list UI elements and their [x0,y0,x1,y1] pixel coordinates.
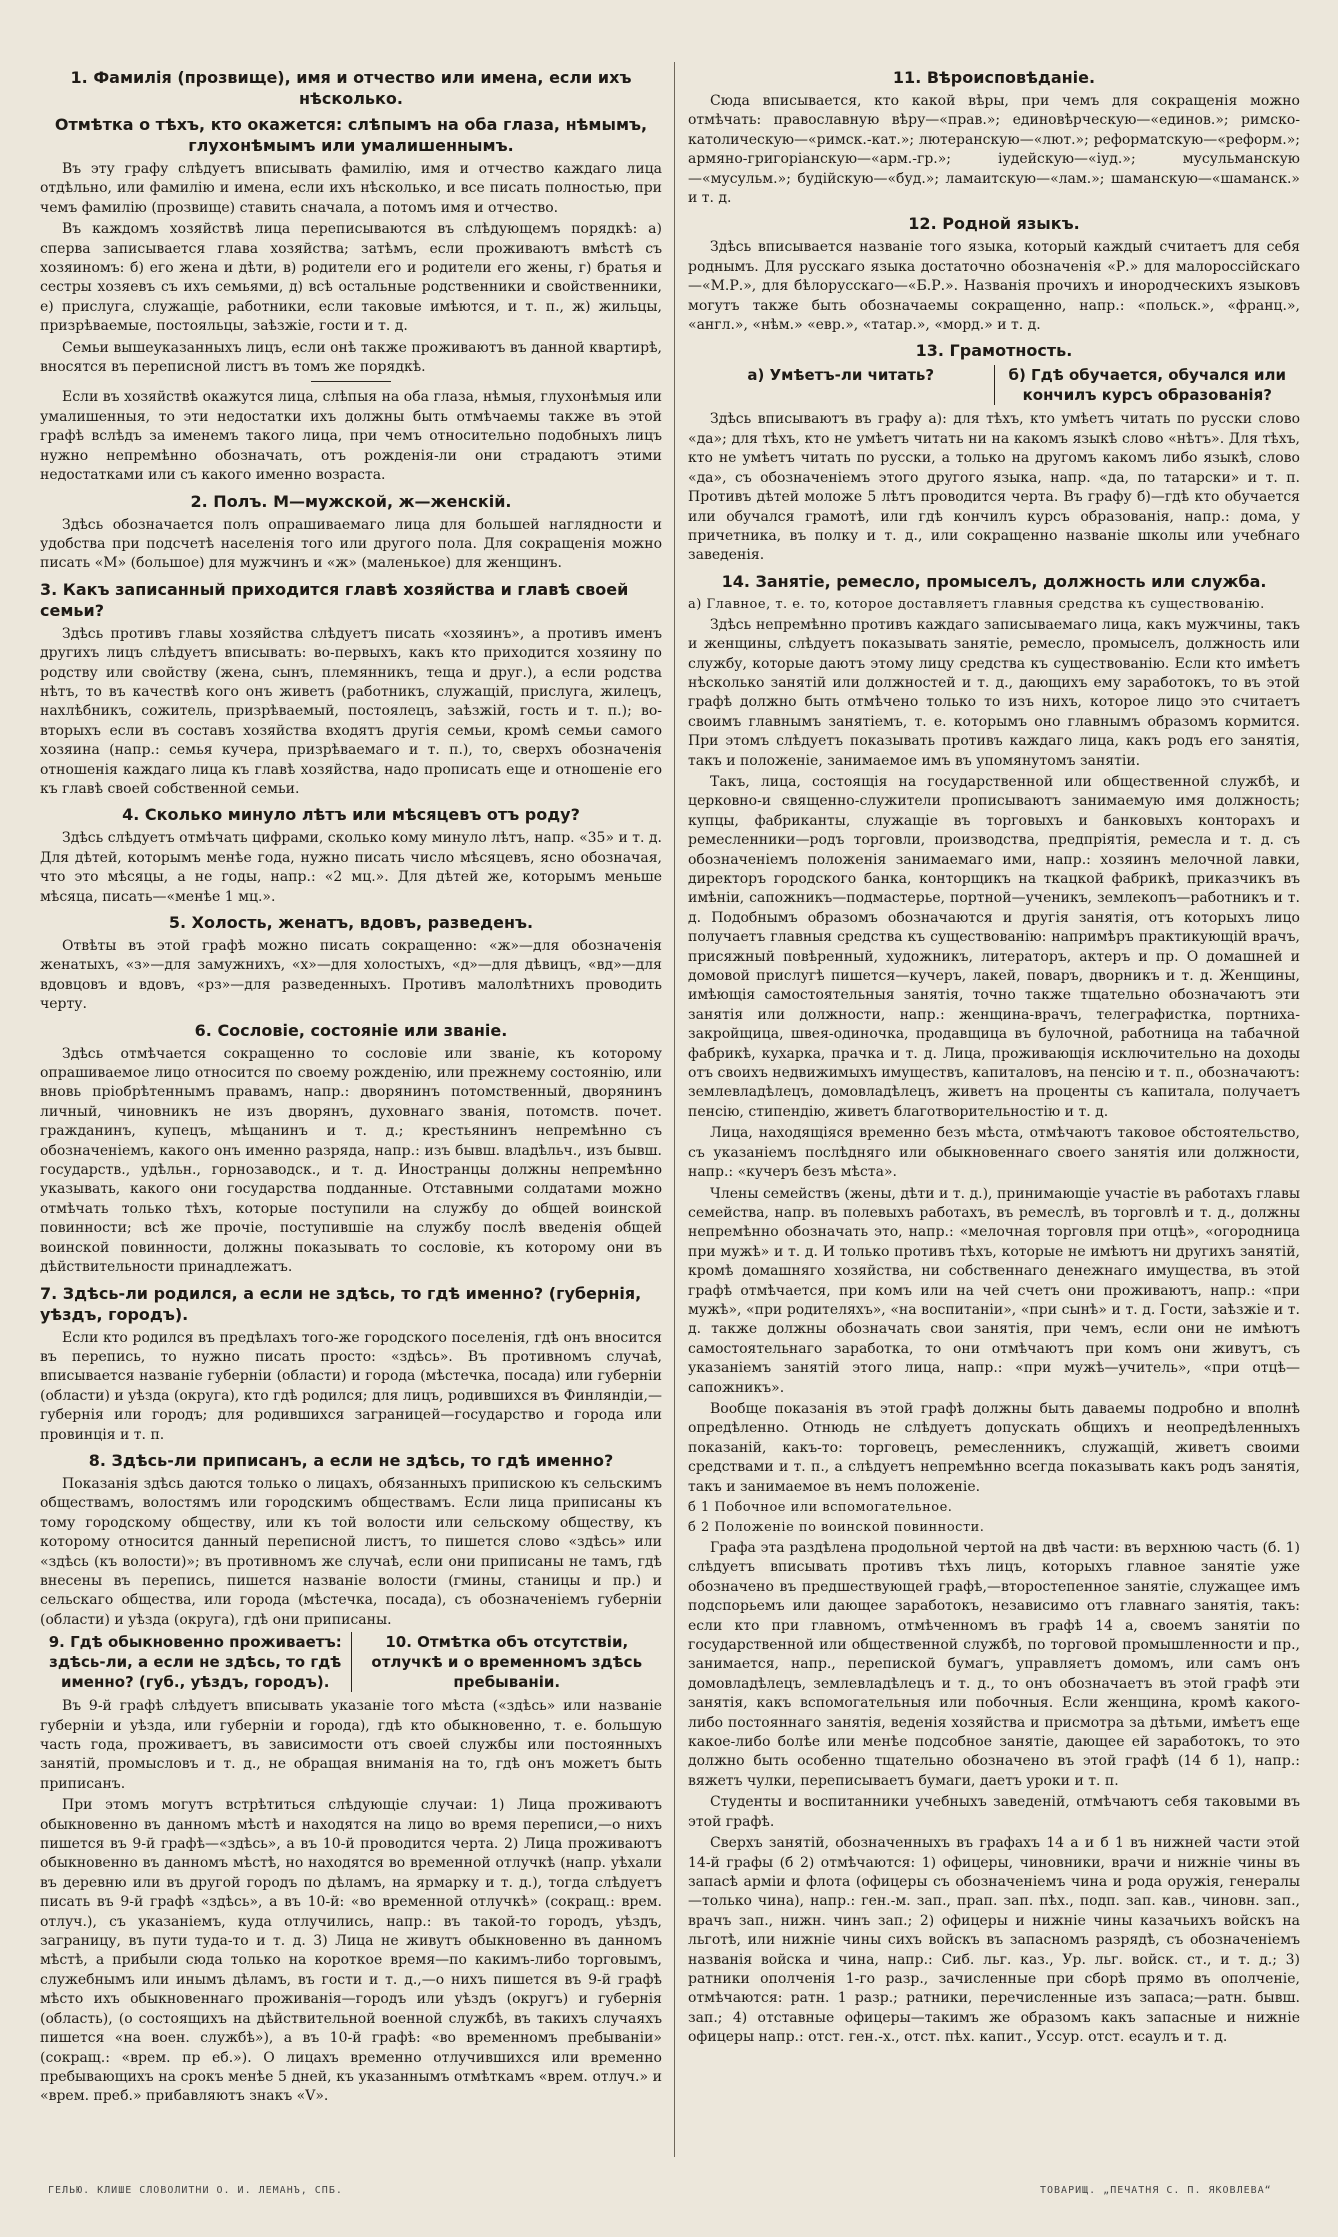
section-14-paragraph: Сверхъ занятій, обозначенныхъ въ графахъ 14 а и б 1 въ нижней части этой 14-й графы (б 2) отмѣчаются: 1) офицеры, чиновники, врачи и нижніе чины въ запасѣ арміи и флота (офицеры съ обозначеніемъ чина и рода оружія, генералы—только чина), напр.: ген.-м. зап., прап. зап. пѣх., подп. зап. кав., чиновн. зап., врачъ зап., нижн. чинъ зап.; 2) офицеры и нижніе чины казачьихъ войскъ на льготѣ, или нижніе чины сихъ войскъ въ запасномъ разрядѣ, съ обозначеніемъ названія войска и чина, напр.: Сиб. льг. каз., Ур. льг. войск. ст., и т. д.; 3) ратники ополченія 1-го разр., зачисленные при сборѣ прямо въ ополченіе, отмѣчаются: ратн. 1 разр.; ратники, перечисленные изъ запаса;—ратн. бывш. зап.; 4) отставные офицеры—такимъ же образомъ какъ запасные и нижніе офицеры напр.: отст. ген.-х., отст. пѣх. капит., Уссур. отст. есаулъ и т. д. [688,1835,1300,2046]
section-14-paragraph: Здѣсь непремѣнно противъ каждаго записываемаго лица, какъ мужчины, такъ и женщины, слѣдуетъ показывать занятіе, ремесло, промыселъ, должность или службу, которые даютъ этому лицу средства къ существованію. Если кто имѣетъ нѣсколько занятій или должностей и т. д., дающихъ ему заработокъ, то въ этой графѣ должно быть отмѣчено только то изъ нихъ, которое лицо это считаетъ своимъ главнымъ занятіемъ, т. е. которымъ оно главнымъ образомъ кормится. При этомъ слѣдуетъ показывать противъ каждаго лица, какъ родъ его занятія, такъ и положеніе, занимаемое имъ въ упомянутомъ занятіи. [688,616,1300,769]
section-6-title: 6. Сословіе, состояніе или званіе. [194,1020,508,1040]
section-12-paragraph: Здѣсь вписывается названіе того языка, который каждый считаетъ для себя роднымъ. Для русскаго языка достаточно обозначенія «Р.» для малороссійскаго—«М.Р.», для бѣлорусскаго—«Б.Р.». Названія прочихъ и инородческихъ языковъ могутъ также быть обозначаемы сокращенно, напр.: «польск.», «франц.», «англ.», «нѣм.» «евр.», «татар.», «морд.» и т. д. [688,239,1300,334]
section-2-paragraph: Здѣсь обозначается полъ опрашиваемаго лица для большей наглядности и удобства при подсчетѣ населенія того или другого пола. Для сокращенія можно писать «М» (большое) для мужчинъ и «ж» (маленькое) для женщинъ. [40,516,662,572]
section-14b2-subtitle: б 2 Положеніе по воинской повинности. [688,1520,985,1535]
column-divider [674,62,675,2157]
printer-imprint-left: ГЕЛЬЮ. КЛИШЕ СЛОВОЛИТНИ О. И. ЛЕМАНЪ, СПБ. [48,2185,343,2196]
section-4-title: 4. Сколько минуло лѣтъ или мѣсяцевъ отъ роду? [122,805,580,825]
section-5-title: 5. Холость, женатъ, вдовъ, разведенъ. [168,913,534,932]
section-13a-title: а) Умѣетъ-ли читать? [747,366,935,385]
section-9-paragraph: Въ 9-й графѣ слѣдуетъ вписывать указаніе того мѣста («здѣсь» или названіе губерніи и уѣзда, или губерніи и города), гдѣ кто обыкновенно, т. е. большую часть года, проживаетъ, въ зависимости отъ своей службы или постоянныхъ занятій, промысловъ и т. д., не обращая вниманія на то, гдѣ онъ можетъ быть приписанъ. [40,1698,662,1792]
section-6-paragraph: Здѣсь отмѣчается сокращенно то сословіе или званіе, къ которому опрашиваемое лицо относится по своему рожденію, или прежнему состоянію, или вновь пріобрѣтеннымъ правамъ, напр.: дворянинъ потомственный, дворянинъ личный, чиновникъ не изъ дворянъ, духовнаго званія, потомств. почет. гражданинъ, купецъ, мѣщанинъ и т. д.; крестьянинъ непремѣнно съ обозначеніемъ, какого онъ именно разряда, напр.: изъ бывш. владѣльч., изъ бывш. государств., удѣльн., горнозаводск., и т. д. Иностранцы должны непремѣнно указывать, какого они государства подданные. Отставными солдатами можно отмѣчать только тѣхъ, которые поступили на службу до общей воинской повинности; всѣ же прочіе, поступившіе на службу послѣ введенія общей воинской повинности, должны показывать то сословіе, къ которому они въ дѣйствительности принадлежатъ. [40,1045,662,1276]
section-1-paragraph: Семьи вышеуказанныхъ лицъ, если онѣ также проживаютъ въ данной квартирѣ, вносятся въ переписной листъ въ томъ же порядкѣ. [40,339,662,376]
section-14-paragraph: Члены семействъ (жены, дѣти и т. д.), принимающіе участіе въ работахъ главы семейства, напр. въ полевыхъ работахъ, въ ремеслѣ, въ торговлѣ и т. д., должны непремѣнно обозначать это, напр.: «мелочная торговля при отцѣ», «огородница при мужѣ» и т. д. И только противъ тѣхъ, которые не имѣютъ ни другихъ занятій, кромѣ домашняго хозяйства, ни собственнаго денежнаго имущества, въ этой графѣ отмѣчается, при комъ или на чей счетъ они проживаютъ, напр.: «при мужѣ», «при родителяхъ», «на воспитаніи», «при сынѣ» и т. д. Гости, заѣзжіе и т. д. также должны обозначать свои занятія, при чемъ, если они не имѣютъ самостоятельнаго заработка, то они отмѣчаютъ при комъ они живутъ, съ указаніемъ занятій этого лица, напр.: «при мужѣ—учитель», «при отцѣ—сапожникъ». [688,1185,1300,1396]
section-5-paragraph: Отвѣты въ этой графѣ можно писать сокращенно: «ж»—для обозначенія женатыхъ, «з»—для замужнихъ, «х»—для холостыхъ, «д»—для дѣвицъ, «вд»—для вдовцовъ и вдовъ, «рз»—для разведенныхъ. Противъ малолѣтнихъ проводить черту. [40,938,662,1013]
section-14-paragraph: Лица, находящіяся временно безъ мѣста, отмѣчаютъ таковое обстоятельство, съ указаніемъ послѣдняго или обыкновеннаго своего занятія или должности, напр.: «кучеръ безъ мѣста». [688,1125,1300,1181]
section-14-title: 14. Занятіе, ремесло, промыселъ, должность или служба. [721,571,1267,591]
section-11-paragraph: Сюда вписывается, кто какой вѣры, при чемъ для сокращенія можно отмѣчать: православную вѣру—«прав.»; единовѣрческую—«единов.»; римско-католическую—«римск.-кат.»; лютеранскую—«лют.»; реформатскую—«реформ.»; армяно-григоріанскую—«арм.-гр.»; іудейскую—«іуд.»; мусульманскую—«мусульм.»; будійскую—«буд.»; ламаитскую—«лам.»; шаманскую—«шаманск.» и т. д. [688,93,1300,207]
section-1-paragraph: Въ эту графу слѣдуетъ вписывать фамилію, имя и отчество каждаго лица отдѣльно, или фамилію и имена, если ихъ нѣсколько, и все писать полностью, при чемъ фамилію (прозвище) ставить сначала, а потомъ имя и отчество. [40,161,662,216]
section-1-title: 1. Фамилія (прозвище), имя и отчество или имена, если ихъ нѣсколько. [70,68,632,108]
section-3-paragraph: Здѣсь противъ главы хозяйства слѣдуетъ писать «хозяинъ», а противъ именъ другихъ лицъ слѣдуетъ вписывать: во-первыхъ, какъ кто приходится хозяину по родству или свойству (жена, сынъ, племянникъ, теща и друг.), а если родства нѣтъ, то въ качествѣ кого онъ живетъ (работникъ, служащій, прислуга, жилецъ, нахлѣбникъ, сожитель, призрѣваемый, постоялецъ, заѣзжій, гость и т. п.); во-вторыхъ если въ составъ хозяйства входятъ другія семьи, кромѣ семьи самого хозяина (напр.: семья кучера, призрѣваемаго и т. п.), то, сверхъ обозначенія отношенія каждаго лица къ главѣ хозяйства, надо прописать еще и отношеніе его къ главѣ своей собственной семьи. [40,625,662,797]
section-10-title: 10. Отмѣтка объ отсутствіи, отлучкѣ и о временномъ здѣсь пребываніи. [351,1632,663,1692]
section-13-paragraph: Здѣсь вписываютъ въ графу а): для тѣхъ, кто умѣетъ читать по русски слово «да»; для тѣхъ, кто не умѣетъ читать ни на какомъ языкѣ слово «нѣтъ». Для тѣхъ, кто не умѣетъ читать по русски, а только на другомъ какомъ либо языкѣ, слово «да», съ обозначеніемъ этого другого языка, напр. «да, по татарски» и т. п. Противъ дѣтей моложе 5 лѣтъ проводится черта. Въ графу б)—гдѣ кто обучается или обучался грамотѣ, или гдѣ кончилъ курсъ образованія, напр.: дома, у причетника, въ полку и т. д., или сокращенно названіе школы или учебнаго заведенія. [688,411,1300,564]
section-14b1-subtitle: б 1 Побочное или вспомогательное. [688,1500,953,1515]
section-9-paragraph: При этомъ могутъ встрѣтиться слѣдующіе случаи: 1) Лица проживаютъ обыкновенно въ данномъ мѣстѣ и находятся на лицо во время переписи,—о нихъ пишется въ 9-й графѣ—«здѣсь», а въ 10-й проводится черта. 2) Лица проживаютъ обыкновенно въ данномъ мѣстѣ, но находятся во временной отлучкѣ (напр. уѣхали въ деревню или въ другой городъ по дѣламъ, на ярмарку и т. д.), тогда слѣдуетъ писать въ 9-й графѣ «здѣсь», а въ 10-й: «во временной отлучкѣ» (сокращ.: врем. отлуч.), съ указаніемъ, куда отлучились, напр.: въ такой-то городъ, уѣздъ, заграницу, въ пути туда-то и т. д. 3) Лица не живутъ обыкновенно въ данномъ мѣстѣ, а прибыли сюда только на короткое время—по какимъ-либо торговымъ, служебнымъ или инымъ дѣламъ, въ гости и т. д.,—о нихъ пишется въ 9-й графѣ мѣсто ихъ обыкновеннаго проживанія—городъ или уѣздъ (округъ) и губернія (область), (о состоящихъ на дѣйствительной военной службѣ, въ такихъ случаяхъ пишется «на воен. службѣ»), а въ 10-й графѣ: «во временномъ пребываніи» (сокращ.: «врем. пр еб.»). О лицахъ временно отлучившихся или временно пребывающихъ на срокъ менѣе 5 дней, къ указаннымъ отмѣткамъ «врем. отлуч.» и «врем. преб.» прибавляютъ знакъ «V». [40,1797,662,2105]
section-8-title: 8. Здѣсь-ли приписанъ, а если не здѣсь, то гдѣ именно? [88,1450,614,1470]
section-12-title: 12. Родной языкъ. [908,214,1080,234]
section-1-subtitle: Отмѣтка о тѣхъ, кто окажется: слѣпымъ на оба глаза, нѣмымъ, глухонѣмымъ или умалишеннымъ. [54,115,648,155]
section-13-title: 13. Грамотность. [915,341,1073,361]
section-11-title: 11. Вѣроисповѣданіе. [892,68,1096,87]
section-14a-subtitle: а) Главное, т. е. то, которое доставляетъ главныя средства къ существованію. [688,596,1265,612]
section-1-paragraph: Въ каждомъ хозяйствѣ лица переписываются въ слѣдующемъ порядкѣ: а) сперва записывается глава хозяйства; затѣмъ, если проживаютъ вмѣстѣ съ хозяиномъ: б) его жена и дѣти, в) родители его и родители его жены, г) братья и сестры хозяевъ съ ихъ семьями, д) всѣ остальные родственники и свойственники, е) прислуга, служащіе, работники, если таковые имѣются, и т. п., ж) жильцы, призрѣваемые, постояльцы, заѣзжіе, гости и т. д. [40,221,662,335]
section-14-paragraph: Студенты и воспитанники учебныхъ заведеній, отмѣчаютъ себя таковыми въ этой графѣ. [688,1794,1300,1830]
right-column [688,62,1300,2172]
left-column [40,62,662,2172]
printer-imprint-right: ТОВАРИЩ. „ПЕЧАТНЯ С. П. ЯКОВЛЕВА“ [1040,2185,1272,2196]
section-14-paragraph: Такъ, лица, состоящія на государственной или общественной службѣ, и церковно-и священно-служители прописываютъ занимаемую имя должность; купцы, фабриканты, служащіе въ торговыхъ и банковыхъ конторахъ и ремесленники—родъ торговли, производства, предпріятія, ремесла и т. д. съ обозначеніемъ положенія занимаемаго ими, напр.: хозяинъ мелочной лавки, директоръ городского банка, конторщикъ на ткацкой фабрикѣ, приказчикъ въ имѣніи, сапожникъ—подмастерье, портной—ученикъ, землекопъ—работникъ и т. д. Подобнымъ образомъ обозначаются и другія занятія, отъ которыхъ лицо получаетъ главныя средства къ существованію: напримѣръ практикующій врачъ, присяжный повѣренный, художникъ, литераторъ, актеръ и пр. О домашней и домовой прислугѣ пишется—кучеръ, лакей, поваръ, дворникъ и т. д. Женщины, имѣющія самостоятельныя занятія, точно также тщательно обозначаютъ эти занятія или должности, напр.: женщина-врачъ, телеграфистка, портниха-закройщица, швея-одиночка, продавщица въ булочной, работница на табачной фабрикѣ, кухарка, прачка и т. д. Лица, проживающія исключительно на доходы отъ своихъ недвижимыхъ имуществъ, капиталовъ, на пенсію и т. п., обозначаютъ: землевладѣлецъ, домовладѣлецъ, живетъ на проценты съ капитала, получаетъ пенсію, стипендію, живетъ благотворительностію и т. д. [688,773,1300,1120]
section-3-title: 3. Какъ записанный приходится главѣ хозяйства и главѣ своей семьи? [40,579,629,620]
section-1-paragraph: Если въ хозяйствѣ окажутся лица, слѣпыя на оба глаза, нѣмыя, глухонѣмыя или умалишенныя, то эти недостатки ихъ должны быть отмѣчаемы также въ этой графѣ вслѣдъ за именемъ такого лица, при чемъ относительно подобныхъ лицъ нужно непремѣнно обозначать, отъ рожденія-ли они страдаютъ этими недостатками или съ какого именно возраста. [40,389,662,484]
section-7-paragraph: Если кто родился въ предѣлахъ того-же городского поселенія, гдѣ онъ вносится въ перепись, то нужно писать просто: «здѣсь». Въ противномъ случаѣ, вписывается названіе губерніи (области) и города (мѣстечка, посада) или губерніи (области) и уѣзда (округа), кто гдѣ родился; для лицъ, родившихся въ Финляндіи,—губернія или городъ; для родившихся заграницей—государство и города или провинція и т. п. [40,1329,662,1443]
section-7-title: 7. Здѣсь-ли родился, а если не здѣсь, то гдѣ именно? (губернія, уѣздъ, городъ). [40,1283,642,1324]
section-14-paragraph: Графа эта раздѣлена продольной чертой на двѣ части: въ верхнюю часть (б. 1) слѣдуетъ вписывать противъ тѣхъ лицъ, которыхъ главное занятіе уже обозначено въ предшествующей графѣ,—второстепенное занятіе, служащее имъ подспорьемъ или дающее заработокъ, независимо отъ главнаго занятія, такъ: если кто при главномъ, отмѣченномъ въ графѣ 14 а, своемъ занятіи по государственной или общественной службѣ, по торговой промышленности и пр., занимается, напр., перепиской бумагъ, управляетъ домомъ, или самъ онъ домовладѣлецъ, землевладѣлецъ и т. д., то онъ обозначаетъ въ этой графѣ эти занятія, какъ вспомогательныя или побочныя. Если женщина, кромѣ какого-либо постояннаго занятія, веденія хозяйства и присмотра за дѣтьми, имѣетъ еще какое-либо болѣе или менѣе подсобное занятіе, дающее ей заработокъ, то это должно быть особенно тщательно обозначено въ этой графѣ (14 б 1), напр.: вяжетъ чулки, переписываетъ бумаги, даетъ уроки и т. п. [688,1540,1300,1789]
divider-rule [311,381,391,382]
section-4-paragraph: Здѣсь слѣдуетъ отмѣчать цифрами, сколько кому минуло лѣтъ, напр. «35» и т. д. Для дѣтей, которымъ менѣе года, нужно писать число мѣсяцевъ, ясно обозначая, что это мѣсяцы, а не годы, напр.: «2 мц.». Для дѣтей же, которымъ меньше мѣсяца, писать—«менѣе 1 мц.». [40,830,662,905]
section-2-title: 2. Полъ. М—мужской, ж—женскій. [190,491,512,511]
section-13b-title: б) Гдѣ обучается, обучался или кончилъ курсъ образованія? [994,365,1301,405]
section-14-paragraph: Вообще показанія въ этой графѣ должны быть даваемы подробно и вполнѣ опредѣленно. Отнюдь не слѣдуетъ допускать общихъ и неопредѣленныхъ показаній, какъ-то: торговецъ, ремесленникъ, служащій, живетъ своими средствами и т. п., а слѣдуетъ непремѣнно всегда показывать какъ родъ занятія, такъ и занимаемое въ немъ положеніе. [688,1400,1300,1495]
section-9-10-header [40,1632,662,1693]
section-13-header [688,365,1300,406]
section-8-paragraph: Показанія здѣсь даются только о лицахъ, обязанныхъ припискою къ сельскимъ обществамъ, волостямъ или городскимъ обществамъ. Если лица приписаны къ тому городскому обществу, или къ той волости или сельскому обществу, къ которому относится данный переписной листъ, то пишется слово «здѣсь» или «здѣсь (къ волости)»; въ противномъ же случаѣ, если они приписаны не тамъ, гдѣ внесены въ перепись, пишется названіе волости (гмины, станицы и пр.) и сельскаго общества, или города (мѣстечка, посада), съ обозначеніемъ губерніи (области) и уѣзда (округа), гдѣ они приписаны. [40,1475,662,1628]
section-9-title: 9. Гдѣ обыкновенно проживаетъ: здѣсь-ли, а если не здѣсь, то гдѣ именно? (губ., уѣздъ, городъ). [48,1633,342,1692]
